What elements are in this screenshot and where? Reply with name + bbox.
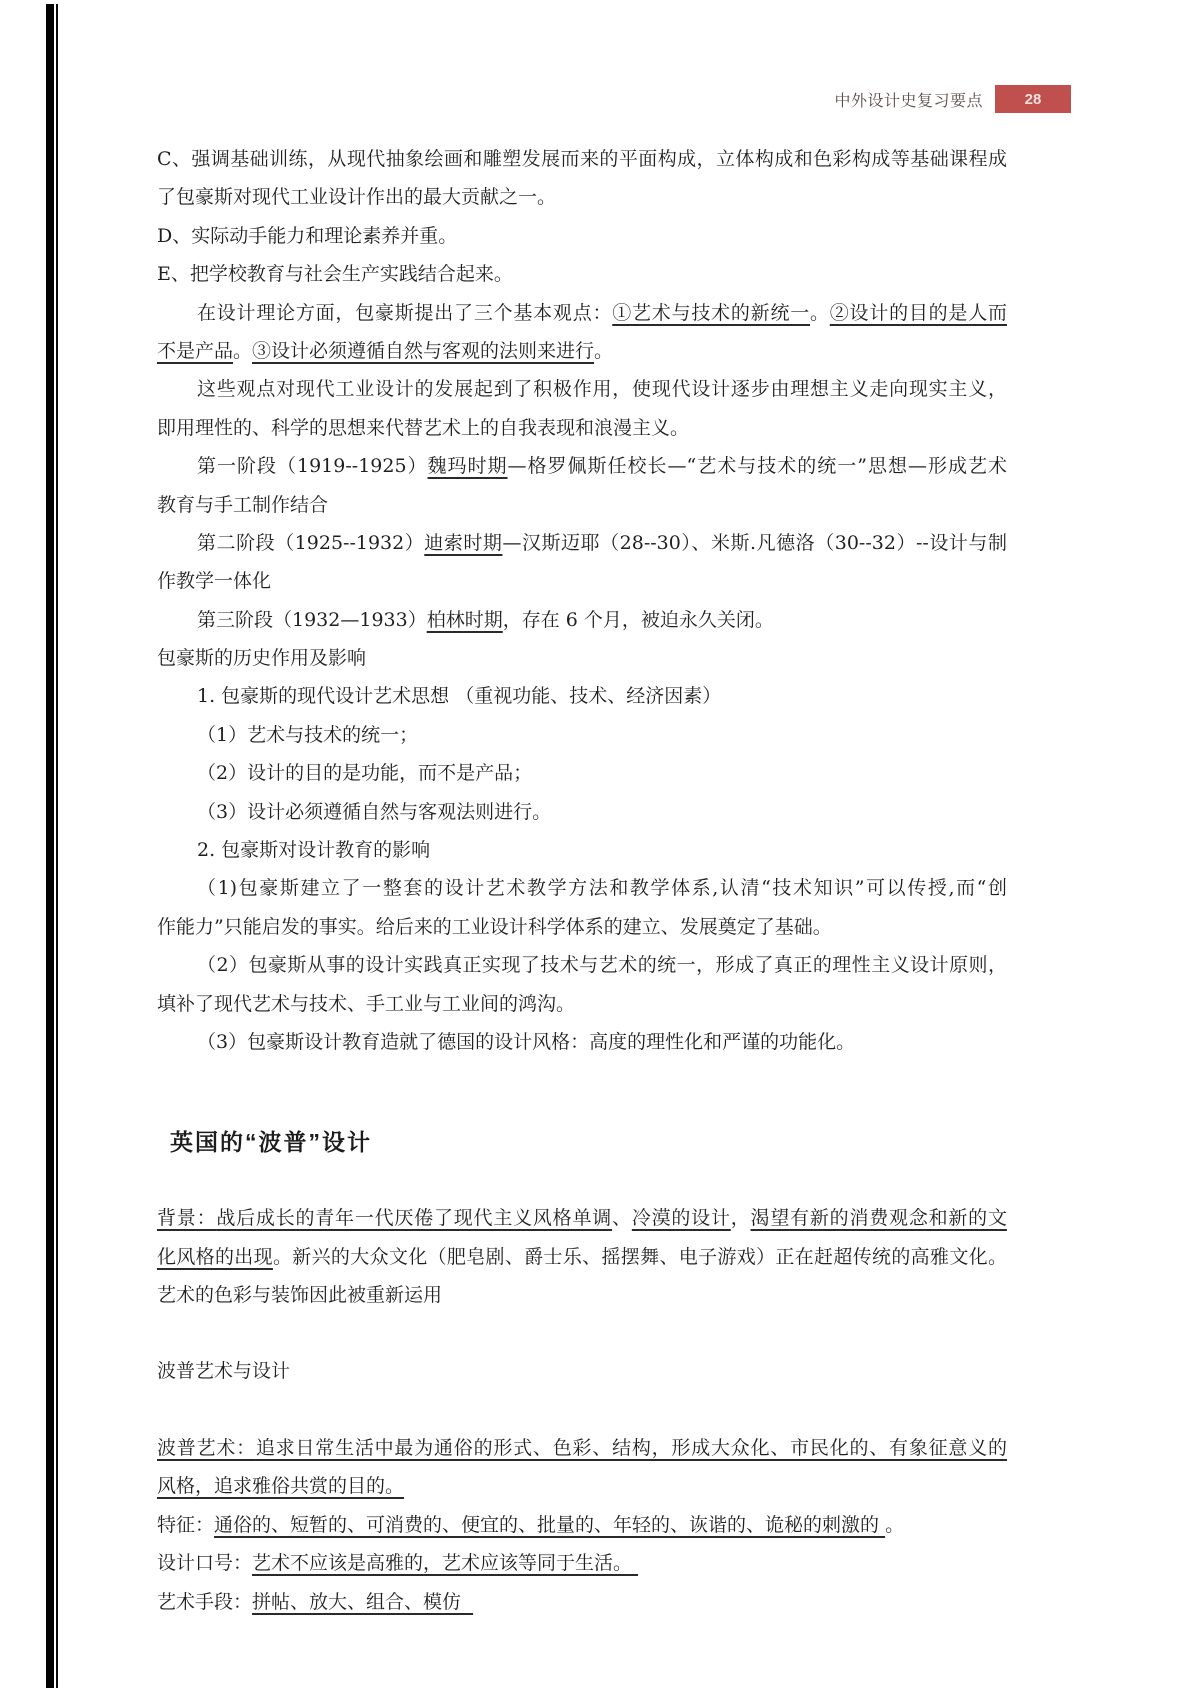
underlined-text: 风格，追求雅俗共赏的目的。: [157, 1475, 405, 1498]
text-segment: —汉斯迈耶（28--30）、米斯.凡德洛（30--32）--设计与制: [502, 531, 1007, 554]
text-segment: （1)包豪斯建立了一整套的设计艺术教学方法和教学体系,认清“技术知识”可以传授,而“创: [197, 877, 1007, 900]
text-line: [157, 754, 1007, 792]
text-segment: ，: [730, 1207, 751, 1230]
text-segment: （2）包豪斯从事的设计实践真正实现了技术与艺术的统一，形成了真正的理性主义设计原则，: [197, 954, 1007, 977]
text-line: [157, 1023, 1007, 1061]
text-segment: （2）设计的目的是功能，而不是产品；: [197, 762, 533, 785]
text-line: [157, 255, 1007, 293]
text-line: [157, 1199, 1007, 1237]
text-line: [157, 178, 1007, 216]
text-segment: 即用理性的、科学的思想来代替艺术上的自我表现和浪漫主义。: [157, 416, 690, 439]
text-line: [157, 486, 1007, 524]
text-segment: 作教学一体化: [157, 570, 272, 593]
text-segment: 艺术的色彩与装饰因此被重新运用: [157, 1284, 443, 1307]
underlined-text: 柏林时期: [426, 608, 503, 631]
text-line: [157, 1238, 1007, 1276]
text-line: [157, 1583, 1007, 1621]
text-segment: 这些观点对现代工业设计的发展起到了积极作用，使现代设计逐步由理想主义走向现实主义，: [197, 378, 1007, 401]
text-line: [157, 294, 1007, 332]
text-line: [157, 831, 1007, 869]
text-segment: ，存在 6 个月，被迫永久关闭。: [502, 608, 774, 631]
page-number-badge: 28: [995, 85, 1071, 113]
text-line: [157, 140, 1007, 178]
text-segment: 。新兴的大众文化（肥皂剧、爵士乐、摇摆舞、电子游戏）正在赶超传统的高雅文化。: [272, 1245, 1007, 1268]
text-segment: 第二阶段（1925--1932）: [197, 531, 425, 554]
text-line: [157, 409, 1007, 447]
text-line: [157, 908, 1007, 946]
text-line: [157, 869, 1007, 907]
text-segment: 。: [594, 339, 614, 362]
underlined-text: 艺术不应该是高雅的，艺术应该等同于生活。: [252, 1552, 639, 1575]
text-segment: 教育与手工制作结合: [157, 493, 329, 516]
text-line: [157, 447, 1007, 485]
text-line: [157, 1467, 1007, 1505]
section-heading: 英国的“波普”设计: [170, 1129, 372, 1156]
text-line: [157, 946, 1007, 984]
page-header: [834, 85, 1071, 113]
text-segment: 。: [885, 1513, 905, 1536]
binding-edge-thin: [56, 4, 58, 1688]
text-line: [157, 524, 1007, 562]
text-line: [157, 716, 1007, 754]
text-segment: 作能力”只能启发的事实。给后来的工业设计科学体系的建立、发展奠定了基础。: [157, 915, 832, 938]
text-segment: （1）艺术与技术的统一；: [197, 723, 419, 746]
text-segment: 。: [810, 301, 830, 324]
text-segment: 填补了现代艺术与技术、手工业与工业间的鸿沟。: [157, 992, 576, 1015]
underlined-text: ①艺术与技术的新统一: [612, 301, 810, 324]
text-segment: 包豪斯的历史作用及影响: [157, 647, 367, 670]
text-segment: —格罗佩斯任校长—“艺术与技术的统一”思想—形成艺术: [507, 455, 1007, 478]
text-line: [157, 1276, 1007, 1314]
text-segment: 第一阶段（1919--1925）: [197, 455, 428, 478]
underlined-text: ②设计的目的是人而: [829, 301, 1007, 324]
text-line: [157, 793, 1007, 831]
text-segment: 了包豪斯对现代工业设计作出的最大贡献之一。: [157, 186, 557, 209]
underlined-text: 魏玛时期: [427, 455, 508, 478]
text-line: [157, 1429, 1007, 1467]
text-segment: 艺术手段：: [157, 1590, 253, 1613]
underlined-text: 迪索时期: [424, 531, 503, 554]
sub-heading: 波普艺术与设计: [157, 1359, 291, 1382]
text-line: [157, 332, 1007, 370]
underlined-text: ③设计必须遵循自然与客观的法则来进行: [252, 339, 595, 362]
text-line: [157, 677, 1007, 715]
underlined-text: 波普艺术：: [157, 1436, 256, 1459]
underlined-text: 通俗的、短暂的、可消费的、便宜的、批量的、年轻的、诙谐的、诡秘的刺激的: [214, 1513, 886, 1536]
text-segment: 特征：: [157, 1513, 215, 1536]
text-segment: 第三阶段（1932—1933）: [197, 608, 427, 631]
text-segment: E、把学校教育与社会生产实践结合起来。: [157, 263, 513, 286]
text-segment: 在设计理论方面，包豪斯提出了三个基本观点：: [197, 301, 613, 324]
underlined-text: 渴望有新的消费观念和新的文: [750, 1207, 1007, 1230]
header-title: 中外设计史复习要点: [834, 90, 983, 110]
text-segment: （3）包豪斯设计教育造就了德国的设计风格：高度的理性化和严谨的功能化。: [197, 1030, 856, 1053]
text-line: [157, 639, 1007, 677]
text-line: [157, 601, 1007, 639]
binding-edge-thick: [46, 4, 54, 1688]
text-line: [157, 1506, 1007, 1544]
underlined-text: 不是产品: [157, 339, 234, 362]
text-line: [157, 985, 1007, 1023]
underlined-text: 战后成长的青年一代厌倦了现代主义风格单调: [216, 1207, 613, 1230]
text-segment: 。: [233, 339, 253, 362]
text-segment: （3）设计必须遵循自然与客观法则进行。: [197, 800, 552, 823]
text-line: [157, 370, 1007, 408]
underlined-text: 冷漠的设计: [631, 1207, 731, 1230]
text-segment: C、强调基础训练，从现代抽象绘画和雕塑发展而来的平面构成，立体构成和色彩构成等基础课程成: [157, 148, 1007, 170]
underlined-text: 拼帖、放大、组合、模仿: [252, 1590, 474, 1613]
text-line: [157, 1544, 1007, 1582]
text-segment: 、: [612, 1207, 632, 1230]
text-segment: 设计口号：: [157, 1552, 253, 1575]
underlined-text: 追求日常生活中最为通俗的形式、色彩、结构，形成大众化、市民化的、有象征意义的: [255, 1436, 1007, 1459]
text-segment: 2. 包豪斯对设计教育的影响: [197, 839, 431, 862]
text-line: [157, 562, 1007, 600]
underlined-text: 背景：: [157, 1207, 217, 1230]
underlined-text: 化风格的出现: [157, 1245, 273, 1268]
text-segment: 1. 包豪斯的现代设计艺术思想 （重视功能、技术、经济因素）: [197, 685, 722, 708]
document-body: [157, 140, 1007, 1621]
text-line: [157, 217, 1007, 255]
text-segment: D、实际动手能力和理论素养并重。: [157, 224, 458, 247]
